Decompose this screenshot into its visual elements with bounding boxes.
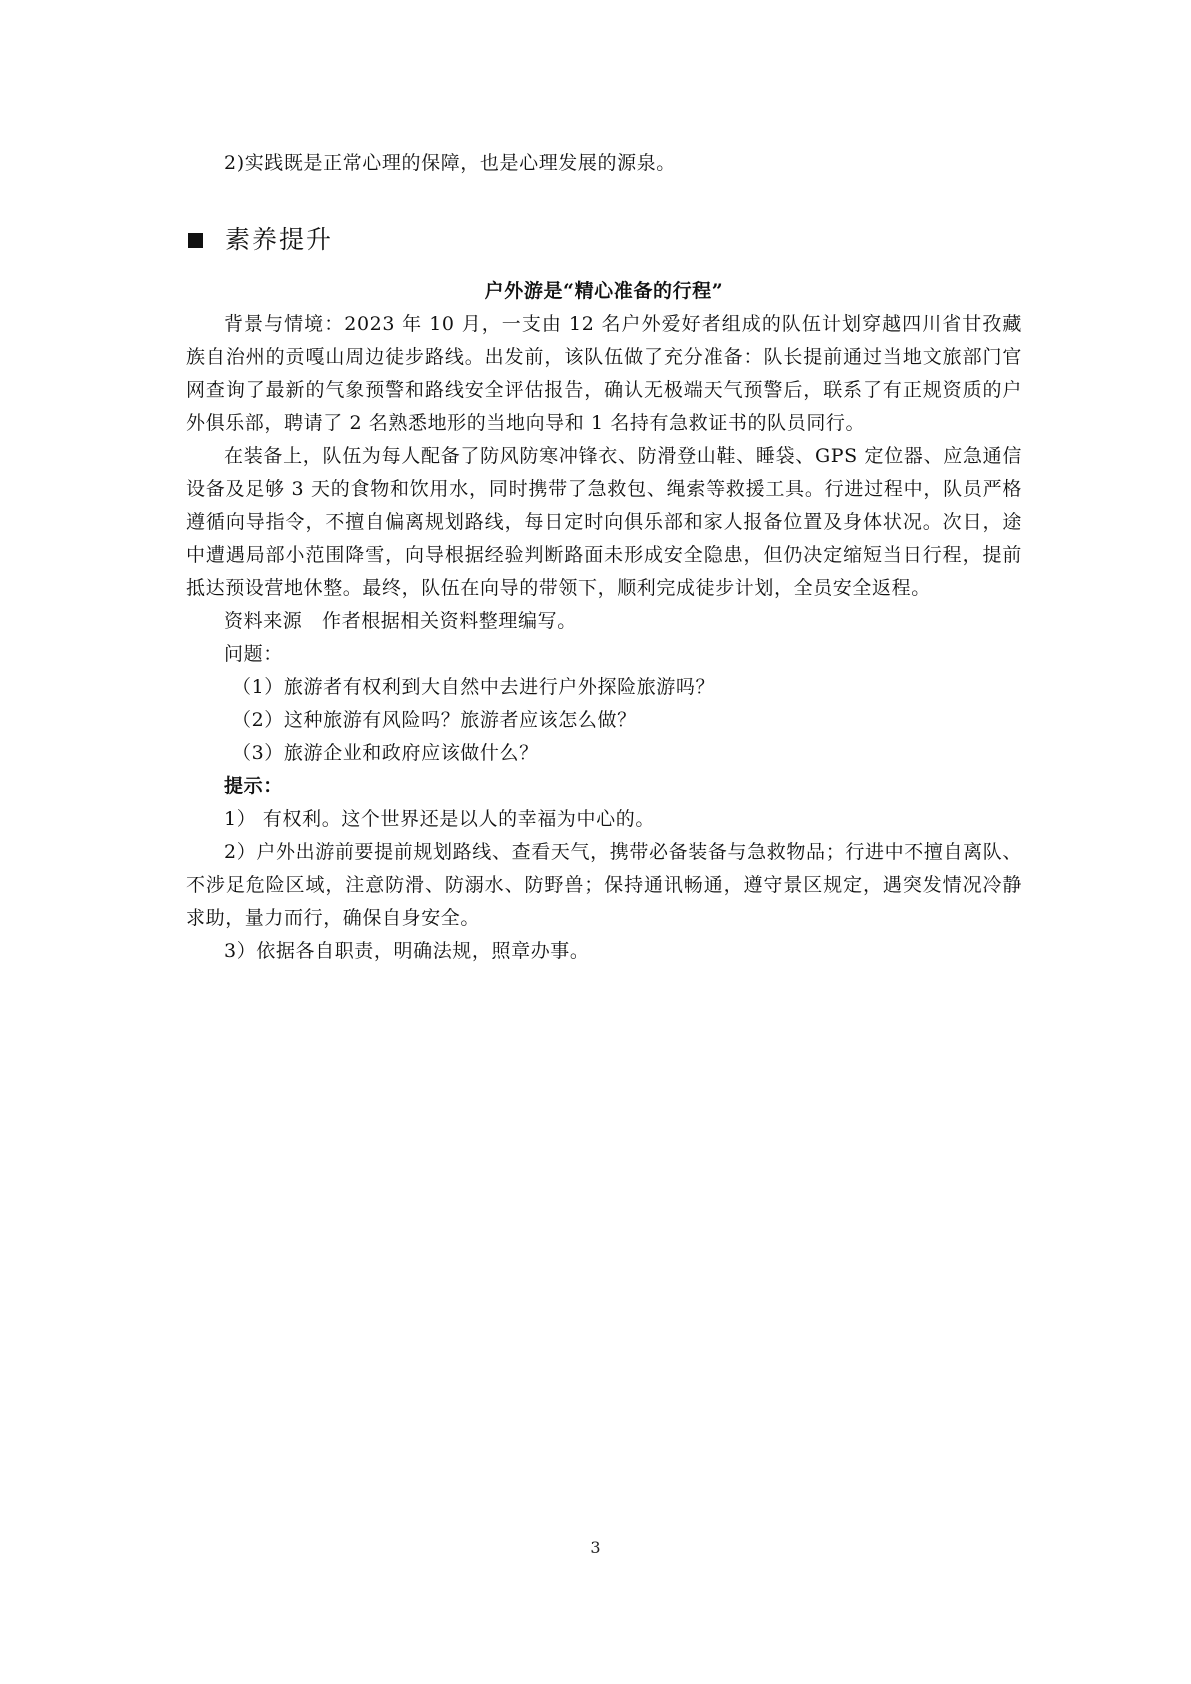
- page-content: [186, 147, 1022, 968]
- case-title: 户外游是“精心准备的行程”: [484, 280, 724, 302]
- question-item: （3）旅游企业和政府应该做什么？: [232, 742, 539, 764]
- page-number: 3: [590, 1538, 601, 1557]
- source-note: 资料来源 作者根据相关资料整理编写。: [224, 610, 577, 632]
- hint-item: 1） 有权利。这个世界还是以人的幸福为中心的。: [224, 808, 655, 830]
- hint-item: 2）户外出游前要提前规划路线、查看天气，携带必备装备与急救物品；行进中不擅自离队、不涉足危险区域，注意防滑、防溺水、防野兽；保持通讯畅通，遵守景区规定，遇突发情况冷静求助，量力而行，确保自身安全。: [186, 841, 1022, 929]
- question-item: （1）旅游者有权利到大自然中去进行户外探险旅游吗？: [232, 676, 716, 698]
- intro-line: 2)实践既是正常心理的保障，也是心理发展的源泉。: [224, 152, 676, 174]
- question-item: （2）这种旅游有风险吗？旅游者应该怎么做？: [232, 709, 637, 731]
- section-title: 素养提升: [225, 225, 334, 254]
- questions-label: 问题：: [224, 643, 283, 665]
- hints-label: 提示：: [224, 775, 283, 797]
- section-heading: [186, 223, 1022, 257]
- hint-item: 3）依据各自职责，明确法规，照章办事。: [224, 940, 590, 962]
- square-bullet-icon: [188, 233, 203, 248]
- case-paragraph-2: 在装备上，队伍为每人配备了防风防寒冲锋衣、防滑登山鞋、睡袋、GPS 定位器、应急通信设备及足够 3 天的食物和饮用水，同时携带了急救包、绳索等救援工具。行进过程中，队员严格遵循向导指令，不擅自偏离规划路线，每日定时向俱乐部和家人报备位置及身体状况。次日，途中遭遇局部小范围降雪，向导根据经验判断路面未形成安全隐患，但仍决定缩短当日行程，提前抵达预设营地休整。最终，队伍在向导的带领下，顺利完成徒步计划，全员安全返程。: [186, 445, 1022, 599]
- case-paragraph-1: 背景与情境：2023 年 10 月，一支由 12 名户外爱好者组成的队伍计划穿越四川省甘孜藏族自治州的贡嘎山周边徒步路线。出发前，该队伍做了充分准备：队长提前通过当地文旅部门官网查询了最新的气象预警和路线安全评估报告，确认无极端天气预警后，联系了有正规资质的户外俱乐部，聘请了 2 名熟悉地形的当地向导和 1 名持有急救证书的队员同行。: [186, 313, 1022, 434]
